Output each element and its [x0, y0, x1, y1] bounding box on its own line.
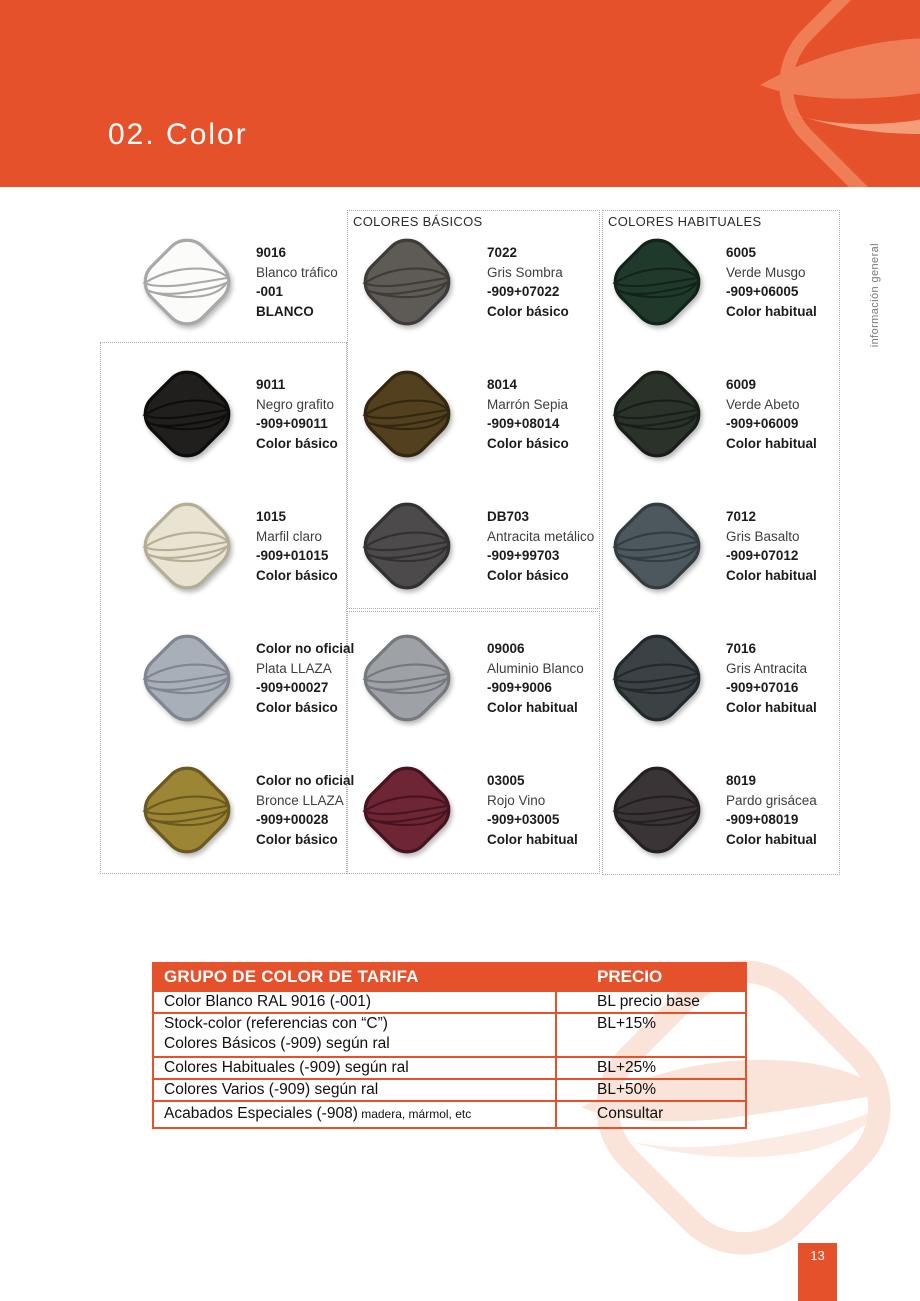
swatch-name: Marrón Sepia: [487, 396, 569, 412]
swatch-code: 8019: [726, 773, 757, 788]
pricing-row: [154, 1056, 745, 1078]
swatch-category: Color habitual: [487, 699, 578, 715]
swatch-ref: -909+06009: [726, 416, 799, 431]
pricing-row-price: BL+50%: [555, 1080, 745, 1100]
swatch-code: 7022: [487, 245, 518, 260]
swatch-label-block: [487, 639, 584, 717]
swatch-code: Color no oficial: [256, 773, 355, 788]
pricing-row: [154, 1100, 745, 1127]
swatch-code: Color no oficial: [256, 641, 355, 656]
swatch-name: Aluminio Blanco: [487, 660, 584, 676]
swatch-label-block: [256, 243, 338, 321]
pricing-row-price: Consultar: [555, 1102, 745, 1127]
swatch-cell: [131, 349, 338, 479]
swatch-name: Blanco tráfico: [256, 264, 338, 280]
swatch-name: Verde Musgo: [726, 264, 806, 280]
pricing-row-price: BL+15%: [555, 1014, 745, 1056]
swatch-name: Antracita metálico: [487, 528, 595, 544]
swatch-category: Color habitual: [487, 831, 578, 847]
swatch-code: DB703: [487, 509, 530, 524]
swatch-ref: -909+00028: [256, 812, 329, 827]
swatch-cell: [131, 481, 338, 611]
swatch-category: Color habitual: [726, 435, 817, 451]
page-title: 02. Color: [108, 118, 248, 151]
box-colores-basicos-label: COLORES BÁSICOS: [353, 214, 483, 229]
swatch-cell: [601, 481, 817, 611]
swatch-category: Color básico: [256, 831, 338, 847]
swatch-cell: [131, 613, 354, 743]
swatch-ref: -909+9006: [487, 680, 552, 695]
swatch-label-block: [726, 507, 817, 585]
swatch-cell: [131, 745, 354, 875]
swatch-name: Pardo grisácea: [726, 792, 817, 808]
swatch-label-block: [487, 507, 594, 585]
swatch-label-block: [487, 375, 569, 453]
swatch-cell: [351, 349, 569, 479]
swatch-ref: -001: [256, 284, 284, 299]
pricing-row: [154, 1012, 745, 1056]
color-swatch: [601, 361, 713, 467]
pricing-row: [154, 990, 745, 1012]
pricing-row-label: Acabados Especiales (-908) madera, mármol, etc: [164, 1105, 472, 1122]
color-swatch: [131, 493, 243, 599]
swatch-ref: -909+00027: [256, 680, 329, 695]
swatch-cell: [351, 481, 594, 611]
swatch-name: Verde Abeto: [726, 396, 800, 412]
pricing-table: [152, 962, 747, 1129]
color-swatch: [601, 229, 713, 335]
pricing-row-label: Colores Varios (-909) según ral: [164, 1081, 379, 1098]
swatch-category: Color básico: [487, 435, 569, 451]
pricing-row-price: BL precio base: [555, 992, 745, 1012]
swatch-name: Plata LLAZA: [256, 660, 332, 676]
sidebar-vertical-label: información general: [869, 243, 881, 348]
color-swatch: [351, 625, 463, 731]
swatch-category: Color básico: [256, 567, 338, 583]
swatch-label-block: [256, 375, 338, 453]
swatch-category: Color habitual: [726, 699, 817, 715]
swatch-ref: -909+99703: [487, 548, 560, 563]
swatch-cell: [351, 745, 578, 875]
swatch-category: Color básico: [487, 303, 569, 319]
color-swatch: [131, 361, 243, 467]
swatch-category: Color habitual: [726, 831, 817, 847]
swatch-category: Color básico: [487, 567, 569, 583]
swatch-ref: -909+07012: [726, 548, 799, 563]
color-swatch: [351, 757, 463, 863]
swatch-code: 7016: [726, 641, 757, 656]
pricing-row-label-note: madera, mármol, etc: [357, 1107, 472, 1121]
swatch-code: 09006: [487, 641, 525, 656]
color-swatch: [351, 361, 463, 467]
swatch-cell: [601, 613, 817, 743]
pricing-table-header: [154, 964, 745, 990]
swatch-label-block: [726, 375, 817, 453]
color-swatch: [601, 757, 713, 863]
swatch-category: Color básico: [256, 435, 338, 451]
swatch-ref: -909+07022: [487, 284, 560, 299]
swatch-ref: -909+03005: [487, 812, 560, 827]
swatch-label-block: [256, 771, 354, 849]
swatch-code: 9016: [256, 245, 287, 260]
swatch-ref: -909+01015: [256, 548, 329, 563]
swatch-ref: -909+06005: [726, 284, 799, 299]
swatch-ref: -909+07016: [726, 680, 799, 695]
swatch-label-block: [726, 771, 817, 849]
swatch-code: 8014: [487, 377, 518, 392]
swatch-code: 6005: [726, 245, 757, 260]
swatch-name: Negro grafito: [256, 396, 335, 412]
swatch-label-block: [256, 507, 338, 585]
swatch-label-block: [487, 243, 569, 321]
swatch-ref: -909+08014: [487, 416, 560, 431]
swatch-code: 03005: [487, 773, 525, 788]
color-swatch: [131, 625, 243, 731]
swatch-category: Color básico: [256, 699, 338, 715]
swatch-code: 1015: [256, 509, 287, 524]
pricing-price-header: PRECIO: [597, 967, 663, 986]
swatch-cell: [131, 217, 338, 347]
color-swatch: [131, 229, 243, 335]
swatch-name: Bronce LLAZA: [256, 792, 344, 808]
page-number: 13: [798, 1243, 837, 1301]
swatch-cell: [351, 217, 569, 347]
swatch-label-block: [726, 243, 817, 321]
swatch-name: Gris Antracita: [726, 660, 808, 676]
pricing-row-price: BL+25%: [555, 1058, 745, 1078]
swatch-name: Marfil claro: [256, 528, 323, 544]
color-swatch: [351, 229, 463, 335]
swatch-label-block: [726, 639, 817, 717]
swatch-name: Rojo Vino: [487, 792, 546, 808]
swatch-label-block: [256, 639, 354, 717]
pricing-row-label: Colores Habituales (-909) según ral: [164, 1059, 409, 1076]
pricing-row-label: Color Blanco RAL 9016 (-001): [164, 993, 372, 1010]
box-colores-habituales-label: COLORES HABITUALES: [608, 214, 762, 229]
swatch-cell: [601, 745, 817, 875]
swatch-category: Color habitual: [726, 567, 817, 583]
pricing-row-label: Stock-color (referencias con “C”) Colores Básicos (-909) según ral: [164, 1015, 390, 1052]
swatch-code: 7012: [726, 509, 757, 524]
pricing-title: GRUPO DE COLOR DE TARIFA: [164, 967, 419, 986]
swatch-ref: -909+09011: [256, 416, 328, 431]
color-swatch: [601, 625, 713, 731]
swatch-cell: [351, 613, 584, 743]
swatch-label-block: [487, 771, 578, 849]
swatch-cell: [601, 349, 817, 479]
swatch-ref: -909+08019: [726, 812, 799, 827]
color-swatch: [351, 493, 463, 599]
swatch-code: 9011: [256, 377, 286, 392]
swatch-code: 6009: [726, 377, 757, 392]
swatch-category: Color habitual: [726, 303, 817, 319]
pricing-row: [154, 1078, 745, 1100]
swatch-name: Gris Basalto: [726, 528, 800, 544]
color-swatch: [601, 493, 713, 599]
swatch-category: BLANCO: [256, 303, 314, 319]
color-swatch: [131, 757, 243, 863]
swatch-cell: [601, 217, 817, 347]
swatch-name: Gris Sombra: [487, 264, 563, 280]
